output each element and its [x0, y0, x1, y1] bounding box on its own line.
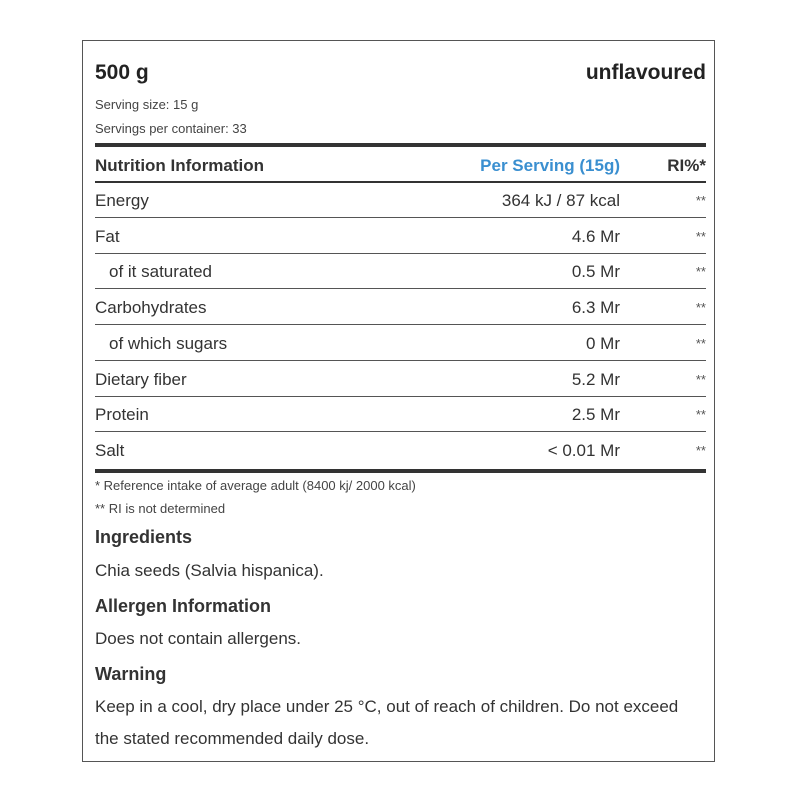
nutrient-ri: **	[695, 264, 706, 280]
product-flavour: unflavoured	[585, 61, 706, 84]
servings-per-container: Servings per container: 33	[95, 121, 247, 136]
allergen-title: Allergen Information	[95, 596, 272, 616]
warning-text: Keep in a cool, dry place under 25 °C, out of reach of children. Do not exceed the stated recommended daily dose.	[95, 697, 679, 748]
nutrient-ri: **	[695, 300, 706, 316]
nutrient-name: of which sugars	[109, 333, 228, 353]
nutrient-name: of it saturated	[109, 262, 213, 282]
serving-size: Serving size: 15 g	[95, 97, 199, 112]
nutrient-ri: **	[695, 442, 706, 458]
nutrient-ri: **	[695, 371, 706, 387]
table-row	[95, 219, 706, 254]
nutrient-ri: **	[695, 193, 706, 208]
nutrient-name: Carbohydrates	[95, 298, 207, 318]
ingredients-text: Chia seeds (Salvia hispanica).	[95, 561, 324, 580]
table-row	[95, 397, 706, 432]
ingredients-title: Ingredients	[95, 527, 193, 547]
table-bottom-rule	[95, 469, 706, 473]
nutrient-value: 6.3 Mr	[571, 298, 620, 318]
footnote-reference: * Reference intake of average adult (8400 kj/ 2000 kcal)	[95, 478, 416, 493]
product-weight: 500 g	[95, 61, 149, 84]
nutrient-name: Salt	[95, 440, 125, 460]
nutrient-ri: **	[695, 335, 706, 351]
nutrient-value: 0.5 Mr	[571, 262, 620, 282]
header-rule	[95, 143, 706, 147]
nutrient-name: Fat	[95, 226, 120, 246]
footnote-ri: ** RI is not determined	[95, 501, 226, 516]
nutrient-value: 4.6 Mr	[571, 226, 620, 246]
nutrient-name: Dietary fiber	[95, 369, 187, 389]
nutrient-ri: **	[695, 228, 706, 244]
col-header-nutrition: Nutrition Information	[95, 156, 265, 175]
table-row	[95, 362, 706, 397]
nutrient-value: 5.2 Mr	[571, 369, 620, 389]
allergen-text: Does not contain allergens.	[95, 629, 302, 648]
table-row	[95, 326, 706, 361]
nutrition-label-panel	[82, 40, 715, 762]
table-row	[95, 290, 706, 325]
col-header-per-serving: Per Serving (15g)	[480, 156, 620, 175]
nutrient-value: 364 kJ / 87 kcal	[501, 191, 620, 210]
nutrient-value: < 0.01 Mr	[547, 440, 620, 460]
table-row	[95, 183, 706, 218]
table-row	[95, 254, 706, 289]
nutrient-name: Energy	[95, 191, 149, 210]
col-header-ri: RI%*	[667, 156, 706, 175]
table-row	[95, 433, 706, 468]
nutrient-value: 2.5 Mr	[571, 405, 620, 425]
label-header	[95, 61, 706, 89]
table-header	[95, 151, 706, 181]
nutrient-name: Protein	[95, 405, 149, 425]
nutrient-value: 0 Mr	[586, 333, 620, 353]
nutrient-ri: **	[695, 407, 706, 423]
warning-title: Warning	[95, 664, 167, 684]
